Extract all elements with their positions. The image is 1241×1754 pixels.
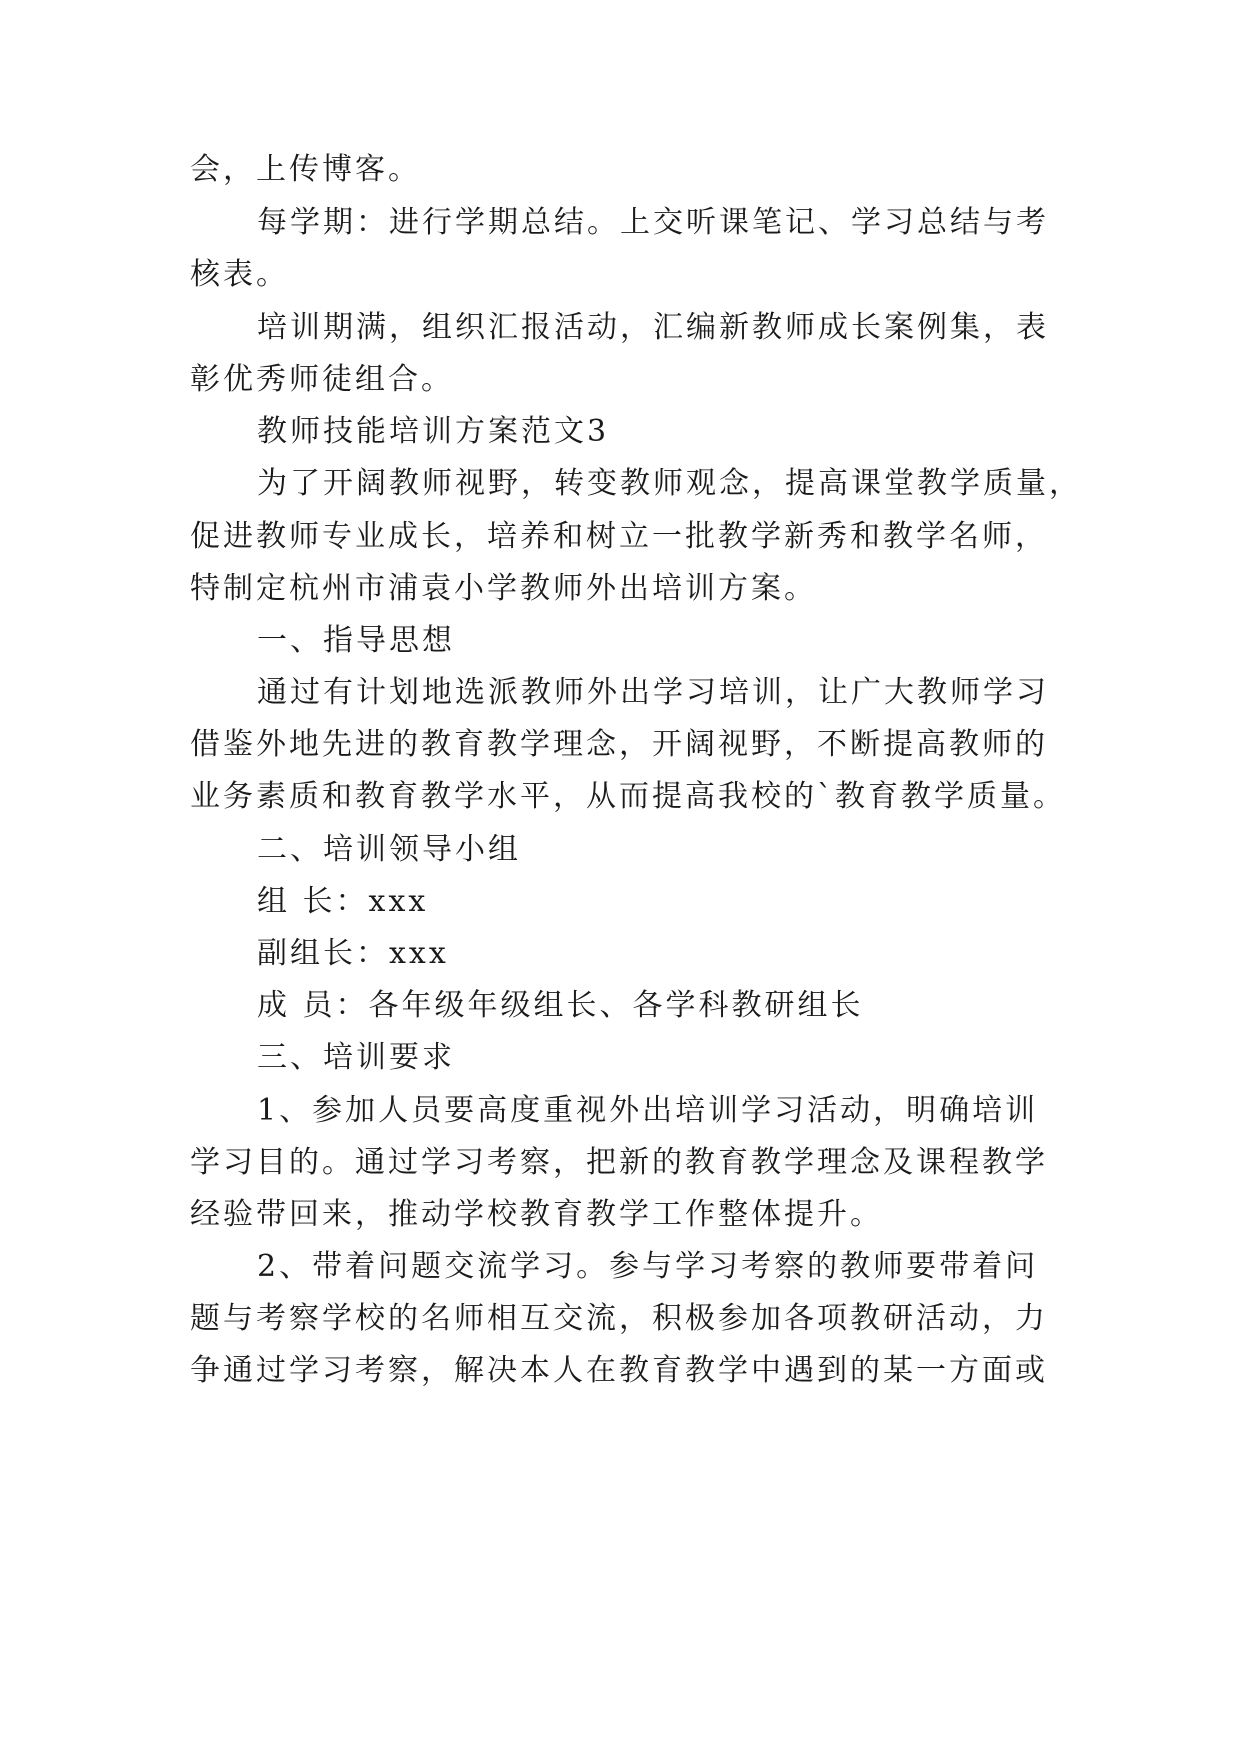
section-title: 教师技能培训方案范文3 [257, 414, 610, 449]
section-heading: 二、培训领导小组 [257, 832, 521, 867]
section-heading: 一、指导思想 [257, 623, 455, 658]
paragraph-line: 为了开阔教师视野，转变教师观念，提高课堂教学质量， [257, 466, 1082, 501]
section-heading: 三、培训要求 [257, 1040, 455, 1075]
paragraph-line: 每学期：进行学期总结。上交听课笔记、学习总结与考 [257, 205, 1049, 240]
paragraph-line: 培训期满，组织汇报活动，汇编新教师成长案例集，表 [257, 310, 1049, 345]
paragraph-line: 核表。 [190, 257, 289, 292]
paragraph-line: 通过有计划地选派教师外出学习培训，让广大教师学习 [257, 675, 1049, 710]
list-line: 副组长：xxx [257, 936, 449, 971]
paragraph-line: 经验带回来，推动学校教育教学工作整体提升。 [190, 1197, 883, 1232]
paragraph-line: 会，上传博客。 [190, 152, 421, 187]
paragraph-line: 1、参加人员要高度重视外出培训学习活动，明确培训 [257, 1093, 1039, 1128]
list-line: 成 员：各年级年级组长、各学科教研组长 [257, 988, 864, 1023]
paragraph-line: 彰优秀师徒组合。 [190, 362, 454, 397]
paragraph-line: 业务素质和教育教学水平，从而提高我校的`教育教学质量。 [190, 779, 1066, 814]
paragraph-line: 题与考察学校的名师相互交流，积极参加各项教研活动，力 [190, 1301, 1048, 1336]
paragraph-line: 争通过学习考察，解决本人在教育教学中遇到的某一方面或 [190, 1353, 1048, 1388]
paragraph-line: 特制定杭州市浦袁小学教师外出培训方案。 [190, 571, 817, 606]
paragraph-line: 2、带着问题交流学习。参与学习考察的教师要带着问 [257, 1249, 1039, 1284]
list-line: 组 长：xxx [257, 884, 429, 919]
paragraph-line: 学习目的。通过学习考察，把新的教育教学理念及课程教学 [190, 1145, 1048, 1180]
paragraph-line: 借鉴外地先进的教育教学理念，开阔视野，不断提高教师的 [190, 727, 1048, 762]
paragraph-line: 促进教师专业成长，培养和树立一批教学新秀和教学名师， [190, 519, 1048, 554]
